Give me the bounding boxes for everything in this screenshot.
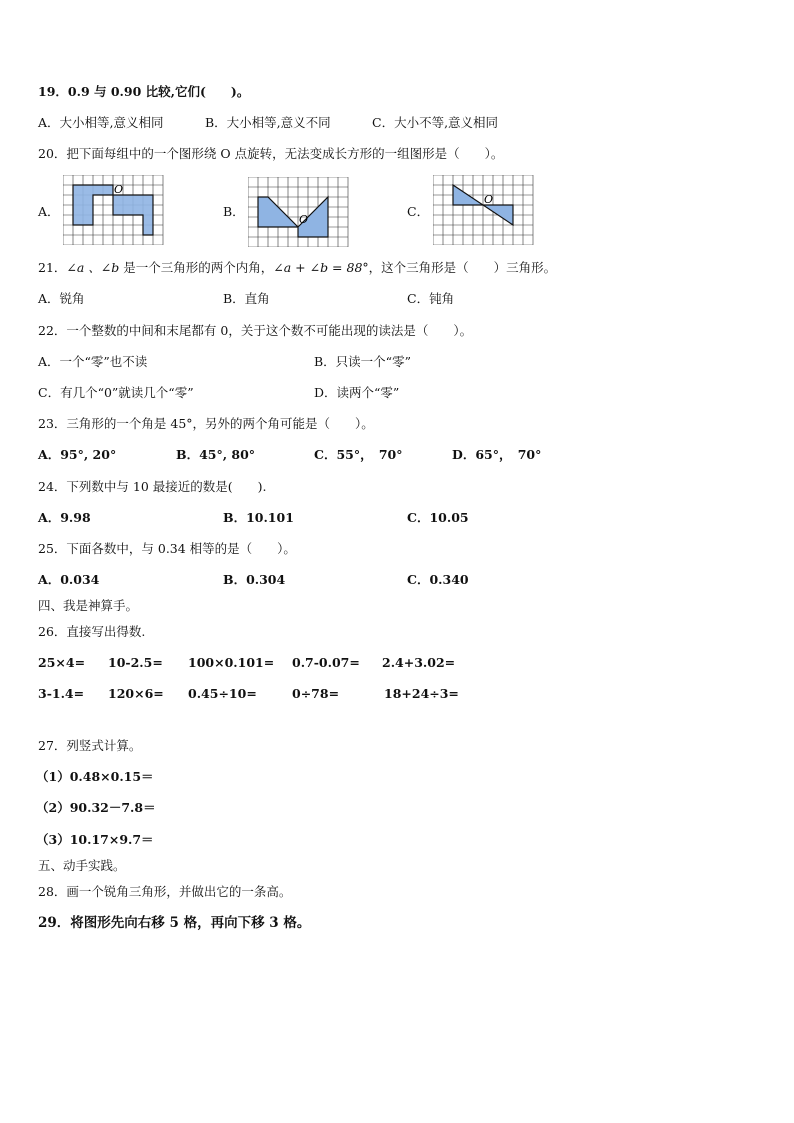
q23-option-a: A．95°, 20° <box>38 447 117 462</box>
q22-option-b: B．只读一个“零” <box>314 354 411 369</box>
q21-option-a: A．锐角 <box>38 291 85 306</box>
q26-r1-c4: 0.7-0.07= <box>292 655 360 670</box>
q20-label-a: A． <box>38 204 60 219</box>
q19-stem: 19．0.9 与 0.90 比较,它们( )。 <box>38 84 250 99</box>
q27-item-1: （1）0.48×0.15＝ <box>36 769 154 784</box>
q20-figure-c <box>433 175 535 245</box>
q23-stem: 23．三角形的一个角是 45°，另外的两个角可能是（ ）。 <box>38 416 374 431</box>
q22-stem: 22．一个整数的中间和末尾都有 0，关于这个数不可能出现的读法是（ ）。 <box>38 323 473 338</box>
q20-figure-a <box>63 175 165 245</box>
q29-stem: 29．将图形先向右移 5 格，再向下移 3 格。 <box>38 915 311 931</box>
q24-option-a: A．9.98 <box>38 510 91 525</box>
q27-item-2: （2）90.32－7.8＝ <box>36 800 156 815</box>
q21-option-b: B．直角 <box>223 291 270 306</box>
section-5-heading: 五、动手实践。 <box>38 858 126 873</box>
q19-option-b: B．大小相等,意义不同 <box>205 115 331 130</box>
q21-equation: ∠a + ∠b = 88° <box>273 260 369 275</box>
q20-a-point-o: O <box>114 183 124 196</box>
q22-option-c: C．有几个“0”就读几个“零” <box>38 385 194 400</box>
q20-label-c: C． <box>407 204 430 219</box>
q26-r1-c5: 2.4+3.02= <box>382 655 456 670</box>
q25-option-c: C．0.340 <box>407 572 469 587</box>
q23-option-b: B．45°, 80° <box>176 447 256 462</box>
q24-option-c: C．10.05 <box>407 510 469 525</box>
section-4-heading: 四、我是神算手。 <box>38 598 139 613</box>
q22-option-d: D．读两个“零” <box>314 385 400 400</box>
q26-stem: 26．直接写出得数. <box>38 624 146 639</box>
q24-option-b: B．10.101 <box>223 510 294 525</box>
q20-label-b: B． <box>223 204 245 219</box>
q21-angles: ∠a 、∠b <box>66 260 120 275</box>
q21-suffix: ，这个三角形是（ ）三角形。 <box>368 260 557 275</box>
q22-option-a: A．一个“零”也不读 <box>38 354 148 369</box>
q19-option-a: A．大小相等,意义相同 <box>38 115 164 130</box>
q20-figure-b <box>248 177 350 247</box>
q25-option-b: B．0.304 <box>223 572 286 587</box>
q21-stem <box>38 260 556 276</box>
q23-option-c: C．55°， 70° <box>314 447 403 462</box>
q27-stem: 27．列竖式计算。 <box>38 738 142 753</box>
q21-mid: 是一个三角形的两个内角， <box>119 260 274 275</box>
q27-item-3: （3）10.17×9.7＝ <box>36 832 154 847</box>
q26-r2-c5: 18+24÷3= <box>384 686 459 701</box>
q23-option-d: D．65°， 70° <box>452 447 542 462</box>
q20-stem: 20．把下面每组中的一个图形绕 O 点旋转，无法变成长方形的一组图形是（ ）。 <box>38 146 504 161</box>
q21-number: 21． <box>38 260 67 275</box>
q25-option-a: A．0.034 <box>38 572 100 587</box>
q26-r2-c4: 0÷78= <box>292 686 340 701</box>
q21-option-c: C．钝角 <box>407 291 455 306</box>
q25-stem: 25．下面各数中，与 0.34 相等的是（ ）。 <box>38 541 296 556</box>
q26-r2-c1: 3-1.4= <box>38 686 85 701</box>
q24-stem: 24．下列数中与 10 最接近的数是( ). <box>38 479 267 494</box>
q26-r2-c2: 120×6= <box>108 686 164 701</box>
q19-option-c: C．大小不等,意义相同 <box>372 115 499 130</box>
q26-r1-c1: 25×4= <box>38 655 86 670</box>
q20-c-point-o: O <box>484 193 494 206</box>
q26-r1-c2: 10-2.5= <box>108 655 163 670</box>
q20-b-point-o: O <box>299 213 309 226</box>
q26-r1-c3: 100×0.101= <box>188 655 275 670</box>
q28-stem: 28．画一个锐角三角形，并做出它的一条高。 <box>38 884 292 899</box>
q26-r2-c3: 0.45÷10= <box>188 686 257 701</box>
